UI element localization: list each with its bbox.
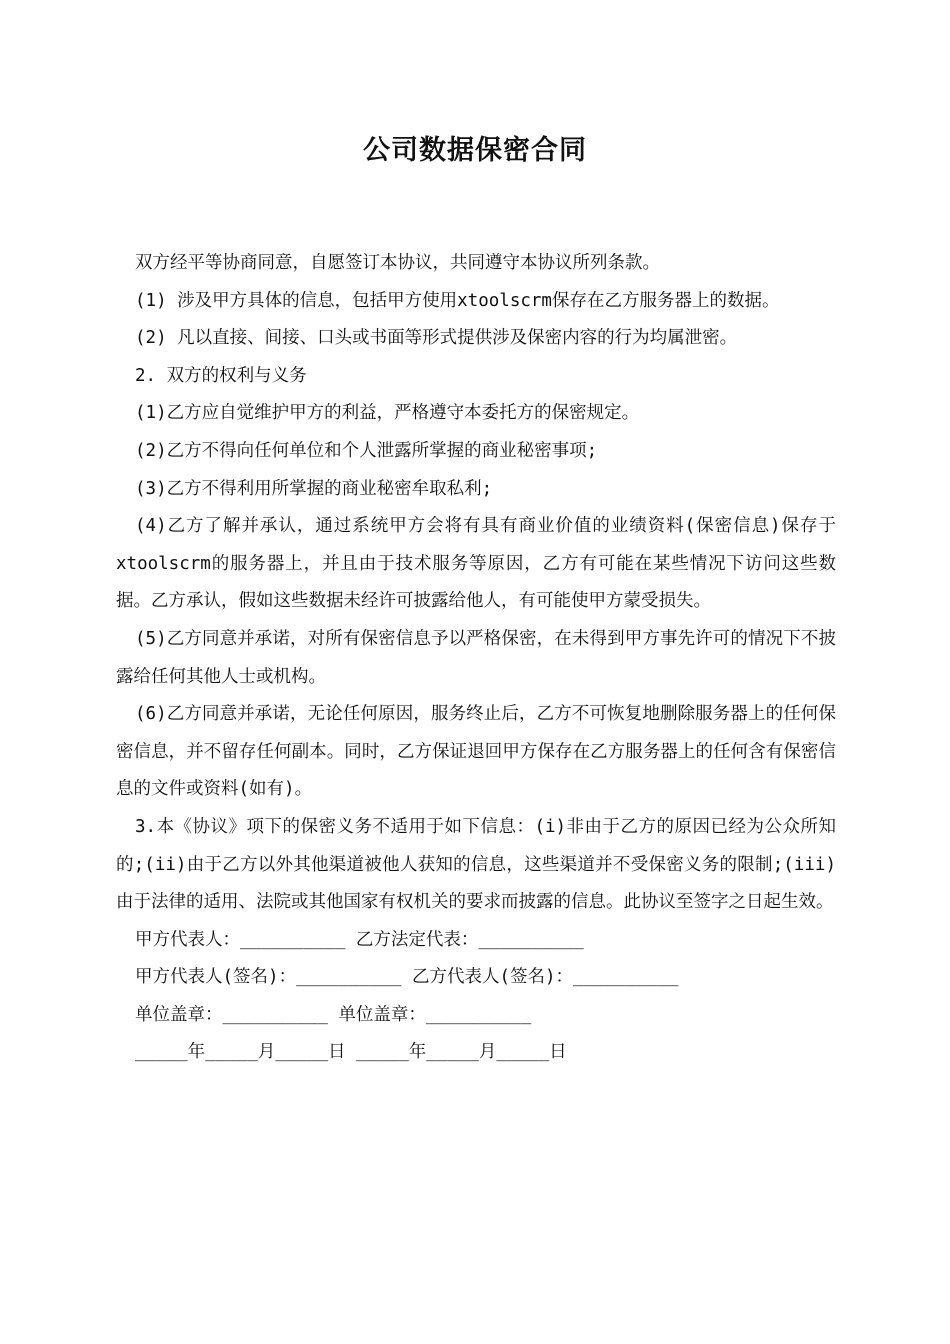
- signature-line-seals: 单位盖章：__________ 单位盖章：__________: [135, 1004, 532, 1025]
- document-title: 公司数据保密合同: [363, 135, 587, 166]
- clause-2-1: (1)乙方应自觉维护甲方的利益，严格遵守本委托方的保密规定。: [135, 403, 640, 424]
- intro-paragraph: 双方经平等协商同意，自愿签订本协议，共同遵守本协议所列条款。: [135, 253, 660, 273]
- clause-2-2: (2)乙方不得向任何单位和个人泄露所掌握的商业秘密事项;: [135, 440, 598, 461]
- clause-2-3: (3)乙方不得利用所掌握的商业秘密牟取私利;: [135, 478, 493, 499]
- signature-line-dates: _____年_____月_____日 _____年_____月_____日: [135, 1042, 567, 1063]
- signature-line-signed-names: 甲方代表人(签名)：__________ 乙方代表人(签名)：__________: [135, 967, 679, 988]
- section-3-paragraph: 3.本《协议》项下的保密义务不适用于如下信息：(i)非由于乙方的原因已经为公众所知的;(ii)由于乙方以外其他渠道被他人获知的信息，这些渠道并不受保密义务的限制;(iii)由于法律的适用、法院或其他国家有权机关的要求而披露的信息。此协议至签字之日起生效。: [116, 816, 836, 913]
- section-2-heading: 2. 双方的权利与义务: [135, 365, 307, 386]
- clause-2-4: (4)乙方了解并承认，通过系统甲方会将有具有商业价值的业绩资料(保密信息)保存于xtoolscrm的服务器上，并且由于技术服务等原因，乙方有可能在某些情况下访问这些数据。乙方承认，假如这些数据未经许可披露给他人，有可能使甲方蒙受损失。: [116, 516, 836, 612]
- clause-1-2: (2) 凡以直接、间接、口头或书面等形式提供涉及保密内容的行为均属泄密。: [135, 328, 738, 349]
- signature-line-representatives: 甲方代表人：__________ 乙方法定代表：__________: [135, 929, 584, 950]
- document-body: [116, 245, 836, 1072]
- clause-2-5: (5)乙方同意并承诺，对所有保密信息予以严格保密，在未得到甲方事先许可的情况下不披露给任何其他人士或机构。: [116, 628, 836, 687]
- clause-1-1: (1) 涉及甲方具体的信息，包括甲方使用xtoolscrm保存在乙方服务器上的数据。: [135, 290, 780, 311]
- clause-2-6: (6)乙方同意并承诺，无论任何原因，服务终止后，乙方不可恢复地删除服务器上的任何保密信息，并不留存任何副本。同时，乙方保证退回甲方保存在乙方服务器上的任何含有保密信息的文件或资料(如有)。: [116, 704, 836, 800]
